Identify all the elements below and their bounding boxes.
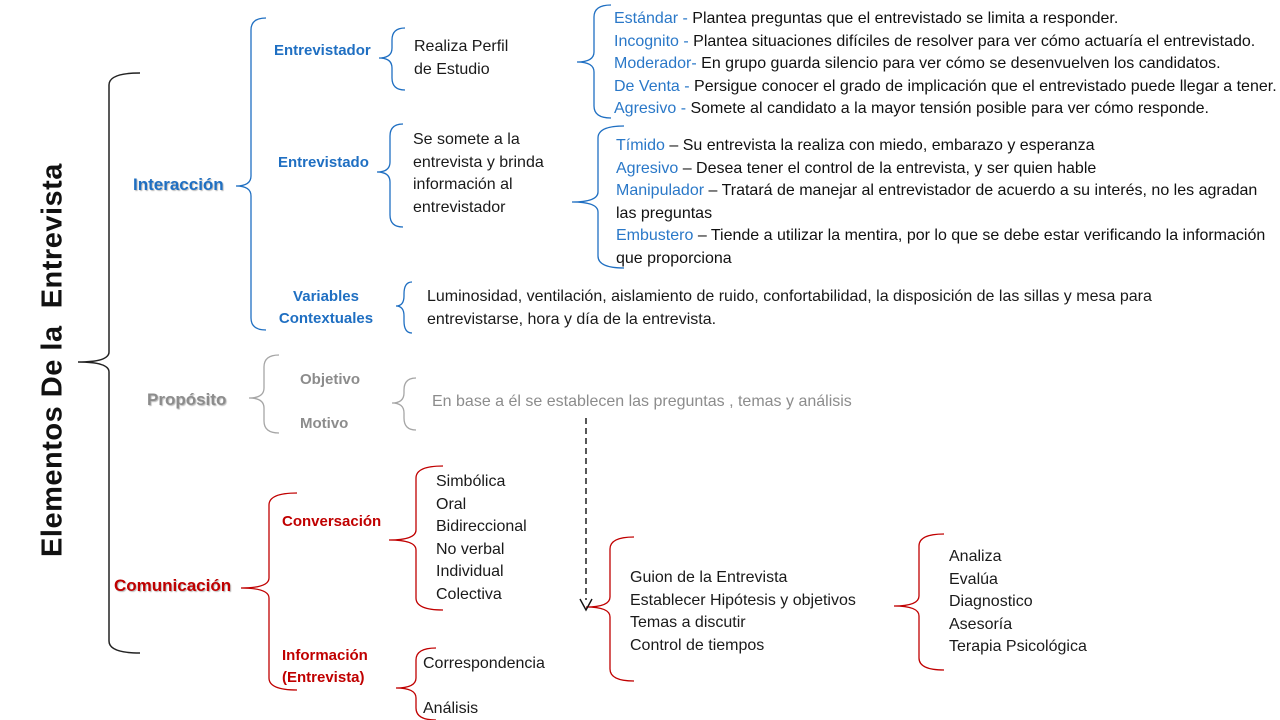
- type-text: Tiende a utilizar la mentira, por lo que se debe estar verificando la información: [710, 227, 1266, 244]
- informacion-item-analisis: Análisis: [423, 700, 479, 717]
- variables-description: [427, 286, 1152, 331]
- type-text: Persigue conocer el grado de implicación que el entrevistado puede llegar a tener.: [694, 77, 1277, 95]
- proposito-item-objetivo: Objetivo: [300, 371, 361, 388]
- arrow-head-icon: [580, 599, 592, 610]
- desc-line: información al: [413, 176, 513, 193]
- type-item: [614, 76, 1277, 99]
- informacion-label-line: (Entrevista): [282, 669, 365, 686]
- list-item: Terapia Psicológica: [949, 638, 1087, 655]
- list-item: Temas a discutir: [630, 614, 746, 631]
- proposito-description: En base a él se establecen las preguntas , temas y análisis: [432, 393, 852, 410]
- type-name: Agresivo: [616, 159, 679, 177]
- brace-entrevistador: [379, 28, 405, 90]
- brace-proposito: [249, 355, 279, 433]
- informacion-item-correspondencia: Correspondencia: [423, 655, 545, 672]
- entrevistador-types-list: [614, 8, 1277, 121]
- type-item: [614, 31, 1277, 54]
- results-list: [949, 546, 1087, 659]
- entrevistado-description: [413, 129, 544, 219]
- type-name: Embustero: [616, 227, 694, 244]
- type-text: Somete al candidato a la mayor tensión posible para ver cómo responde.: [690, 100, 1209, 117]
- sub-conversacion: Conversación: [282, 513, 382, 530]
- brace-entrevistado: [377, 124, 403, 227]
- brace-variables: [396, 282, 412, 333]
- variables-label-line: Contextuales: [278, 310, 374, 327]
- type-text: Tratará de manejar al entrevistador de acuerdo a su interés, no les agradan: [721, 182, 1258, 199]
- type-name: Incognito: [614, 32, 679, 50]
- desc-line: entrevistarse, hora y día de la entrevista.: [427, 310, 717, 328]
- type-text: Desea tener el control de la entrevista, y ser quien hable: [696, 159, 1097, 177]
- type-continuation: las preguntas: [616, 204, 713, 222]
- type-separator: -: [679, 77, 695, 95]
- type-name: Manipulador: [616, 182, 705, 199]
- type-text: Plantea preguntas que el entrevistado se limita a responder.: [692, 10, 1119, 27]
- conversacion-list: [436, 471, 527, 606]
- list-item: Establecer Hipótesis y objetivos: [630, 591, 856, 609]
- brace-interaccion: [236, 18, 266, 330]
- type-separator: -: [691, 55, 702, 72]
- list-item: Simbólica: [436, 473, 506, 490]
- guion-list: [630, 567, 856, 657]
- list-item: Guion de la Entrevista: [630, 569, 788, 586]
- brace-entrevistador-types: [577, 5, 611, 118]
- list-item: Diagnostico: [949, 593, 1033, 610]
- diagram-title: [8, 150, 98, 570]
- type-separator: –: [664, 137, 683, 154]
- list-item: Control de tiempos: [630, 636, 765, 654]
- variables-label-line: Variables: [293, 288, 359, 305]
- list-item: Analiza: [949, 548, 1002, 565]
- brace-guion: [586, 537, 634, 681]
- type-item: [616, 135, 1265, 158]
- brace-proposito-desc: [392, 378, 416, 430]
- brace-results: [894, 534, 944, 670]
- type-separator: -: [676, 100, 691, 117]
- category-interaccion: Interacción: [133, 175, 224, 194]
- type-continuation: que proporciona: [616, 249, 732, 267]
- entrevistador-description: [414, 36, 508, 81]
- list-item: Asesoría: [949, 615, 1013, 633]
- list-item: Evalúa: [949, 570, 998, 588]
- desc-line: entrevistador: [413, 198, 506, 216]
- desc-line: Luminosidad, ventilación, aislamiento de ruido, confortabilidad, la disposición de las sillas y mesa para: [427, 288, 1152, 305]
- type-separator: -: [678, 32, 694, 50]
- type-name: Agresivo: [614, 100, 677, 117]
- type-item: [616, 225, 1265, 248]
- type-separator: –: [704, 182, 722, 199]
- type-item: [614, 53, 1277, 76]
- list-item: Colectiva: [436, 585, 502, 603]
- type-text: Plantea situaciones difíciles de resolver para ver cómo actuaría el entrevistado.: [693, 32, 1256, 50]
- type-name: Tímido: [616, 137, 665, 154]
- title-text: Elementos De la Entrevista: [36, 163, 69, 557]
- desc-line: Se somete a la: [413, 131, 520, 148]
- brace-conversacion: [389, 466, 443, 610]
- type-item: [616, 180, 1265, 203]
- list-item: Bidireccional: [436, 518, 527, 535]
- type-name: De Venta: [614, 77, 680, 95]
- sub-variables-contextuales: [268, 286, 384, 330]
- type-name: Moderador: [614, 55, 692, 72]
- type-separator: -: [678, 10, 693, 27]
- type-text: En grupo guarda silencio para ver cómo se desenvuelven los candidatos.: [701, 55, 1221, 72]
- type-item: [614, 8, 1277, 31]
- proposito-item-motivo: Motivo: [300, 415, 349, 432]
- sub-entrevistador: Entrevistador: [274, 42, 371, 59]
- sub-informacion: [282, 645, 368, 689]
- type-item: [616, 158, 1265, 181]
- type-separator: –: [693, 227, 711, 244]
- type-name: Estándar: [614, 10, 679, 27]
- category-proposito: Propósito: [147, 390, 227, 409]
- list-item: Oral: [436, 495, 467, 513]
- type-text: Su entrevista la realiza con miedo, embarazo y esperanza: [682, 137, 1095, 154]
- desc-line: entrevista y brinda: [413, 153, 544, 171]
- informacion-label-line: Información: [282, 647, 368, 664]
- desc-line: Realiza Perfil: [414, 38, 509, 55]
- entrevistado-types-list: [616, 135, 1265, 270]
- type-item: [614, 98, 1277, 121]
- desc-line: de Estudio: [414, 60, 490, 78]
- sub-entrevistado: Entrevistado: [278, 154, 369, 171]
- category-comunicacion: Comunicación: [114, 576, 232, 595]
- list-item: Individual: [436, 563, 504, 580]
- type-separator: –: [678, 159, 697, 177]
- list-item: No verbal: [436, 540, 505, 558]
